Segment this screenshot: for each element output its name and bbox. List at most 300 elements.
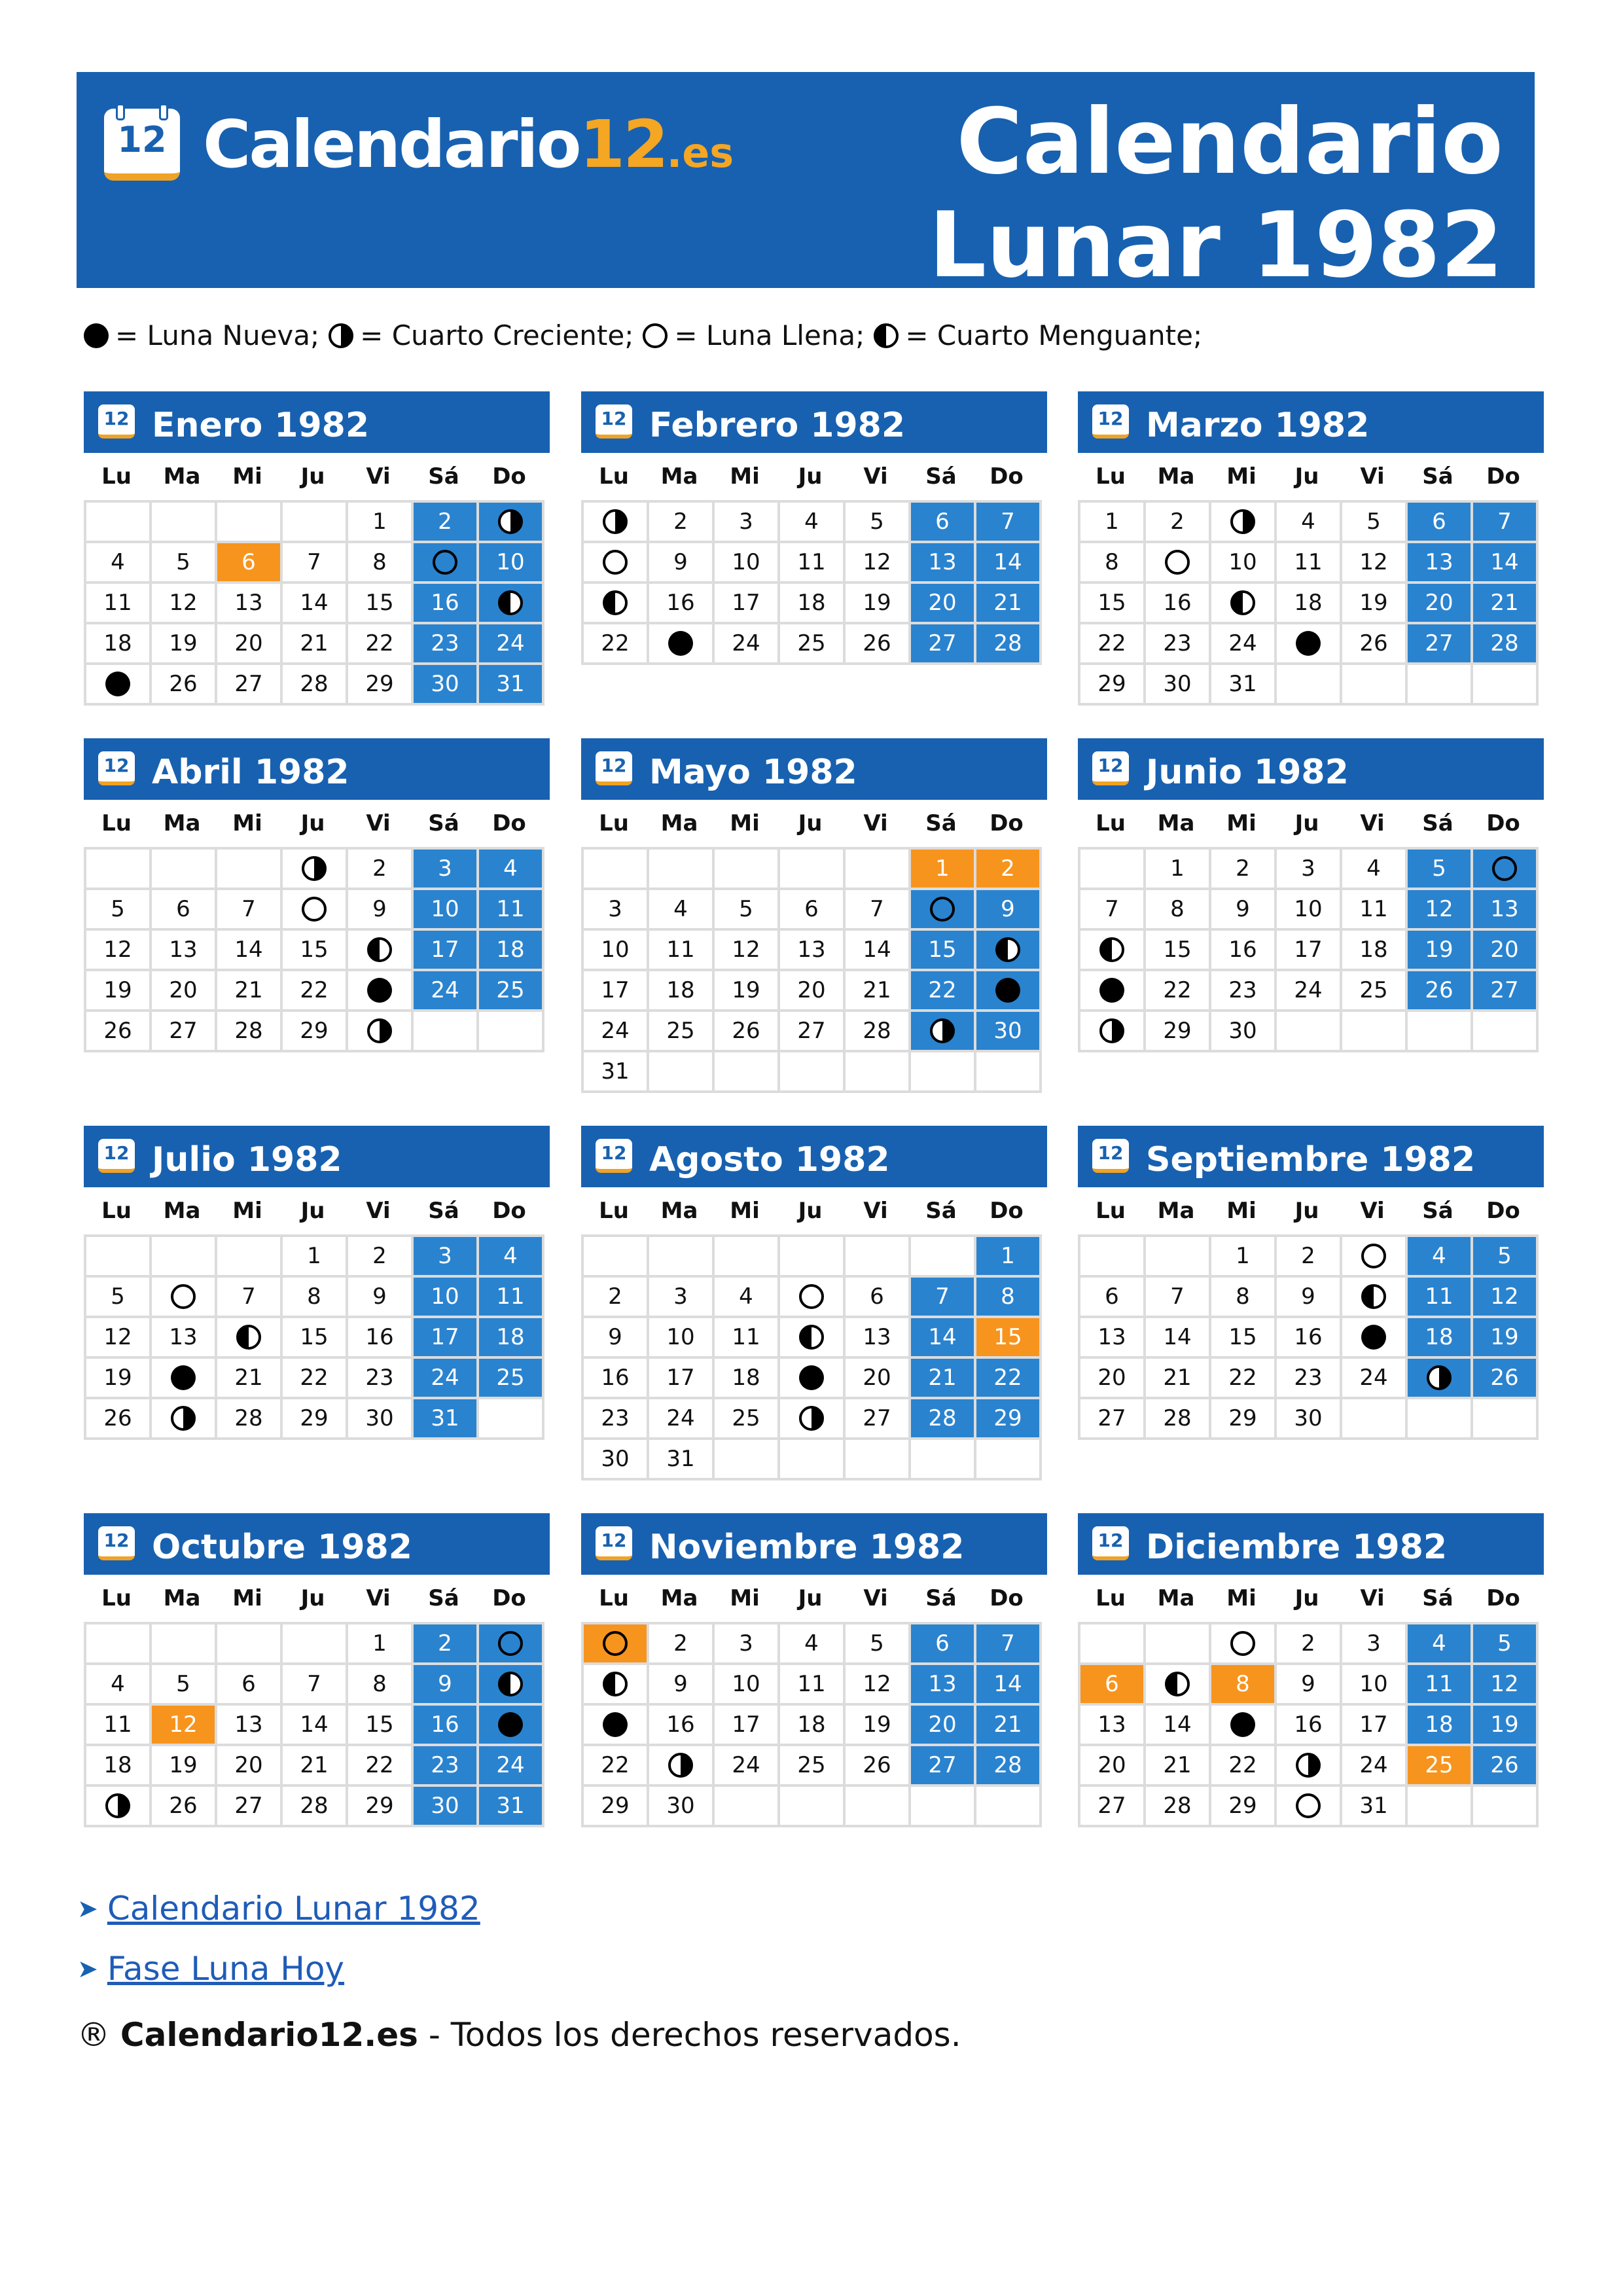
day-cell: 20 (911, 584, 976, 624)
day-cell: 15 (283, 1318, 348, 1359)
month-header (84, 391, 550, 453)
month-header (581, 738, 1047, 800)
day-cell: 26 (86, 1012, 152, 1052)
weekday-label: Ju (798, 1198, 823, 1224)
day-cell: 26 (1342, 624, 1408, 665)
day-cell: 19 (846, 584, 911, 624)
day-cell: 27 (780, 1012, 846, 1052)
weekday-label: Lu (599, 1585, 629, 1611)
day-cell: 13 (1080, 1318, 1146, 1359)
day-cell: 16 (1146, 584, 1211, 624)
day-cell (86, 665, 152, 706)
weekday-label: Do (990, 1585, 1024, 1611)
day-cell (479, 1706, 544, 1746)
empty-day-cell (911, 1052, 976, 1093)
empty-day-cell (911, 1237, 976, 1278)
weekday-label: Do (492, 463, 526, 490)
title-line-1: Calendario (956, 89, 1503, 194)
legend-label: = Luna Llena; (674, 319, 865, 351)
empty-day-cell (86, 850, 152, 890)
legend-label: = Luna Nueva; (115, 319, 320, 351)
weekday-label: Do (492, 810, 526, 836)
day-cell: 8 (348, 543, 414, 584)
month-calendar (84, 391, 550, 706)
day-cell: 27 (846, 1399, 911, 1440)
month-title: Enero 1982 (152, 406, 370, 445)
month-title: Marzo 1982 (1146, 406, 1370, 445)
month-calendar (1078, 738, 1544, 1052)
site-logo[interactable] (203, 106, 734, 185)
weekday-label: Lu (101, 463, 132, 490)
calendar-icon: 12 (1092, 404, 1129, 439)
moon-creciente-icon (603, 509, 628, 534)
month-header (581, 391, 1047, 453)
moon-nueva-icon (1230, 1712, 1255, 1737)
calendar-icon: 12 (98, 751, 135, 785)
week-row (584, 1318, 1042, 1359)
month-calendar (84, 1126, 550, 1440)
day-cell: 5 (846, 503, 911, 543)
empty-day-cell (780, 1787, 846, 1827)
day-cell: 4 (479, 1237, 544, 1278)
moon-menguante-icon (603, 590, 628, 615)
day-cell: 11 (479, 1278, 544, 1318)
weekday-label: Ju (798, 810, 823, 836)
week-row (584, 1237, 1042, 1278)
empty-day-cell (846, 1237, 911, 1278)
footer (77, 2016, 961, 2054)
day-cell (1342, 1278, 1408, 1318)
day-cell: 22 (1080, 624, 1146, 665)
day-cell: 1 (976, 1237, 1042, 1278)
moon-llena-icon (643, 323, 668, 348)
week-row (584, 624, 1042, 665)
calendar-icon: 12 (1092, 751, 1129, 785)
day-cell: 1 (348, 503, 414, 543)
month-header (1078, 1513, 1544, 1575)
week-row (1080, 850, 1539, 890)
day-cell: 21 (283, 1746, 348, 1787)
day-cell: 17 (715, 1706, 780, 1746)
day-cell: 22 (1211, 1359, 1277, 1399)
day-cell (283, 850, 348, 890)
day-cell: 12 (1473, 1278, 1539, 1318)
moon-nueva-icon (171, 1365, 196, 1390)
month-header (84, 738, 550, 800)
day-cell: 7 (1080, 890, 1146, 931)
calendar-icon: 12 (596, 1139, 632, 1173)
day-cell (584, 584, 649, 624)
week-row (1080, 624, 1539, 665)
moon-creciente-icon (1099, 1018, 1124, 1043)
moon-menguante-icon (236, 1325, 261, 1350)
week-row (1080, 1318, 1539, 1359)
day-cell: 27 (152, 1012, 217, 1052)
day-cell (649, 624, 715, 665)
day-cell: 16 (414, 584, 479, 624)
day-cell: 9 (348, 1278, 414, 1318)
empty-day-cell (780, 1052, 846, 1093)
week-row (1080, 665, 1539, 706)
empty-day-cell (152, 503, 217, 543)
day-cell: 15 (283, 931, 348, 971)
week-row (584, 1787, 1042, 1827)
month-title: Diciembre 1982 (1146, 1528, 1448, 1567)
day-cell: 11 (479, 890, 544, 931)
day-cell: 29 (1080, 665, 1146, 706)
legend-label: = Cuarto Menguante; (905, 319, 1203, 351)
days-grid (84, 847, 544, 1052)
day-cell: 13 (780, 931, 846, 971)
day-cell: 17 (584, 971, 649, 1012)
day-cell: 20 (1080, 1746, 1146, 1787)
day-cell: 4 (715, 1278, 780, 1318)
day-cell: 12 (86, 1318, 152, 1359)
day-cell: 18 (86, 624, 152, 665)
day-cell: 25 (1342, 971, 1408, 1012)
day-cell: 31 (584, 1052, 649, 1093)
day-cell: 15 (1080, 584, 1146, 624)
empty-day-cell (217, 503, 283, 543)
day-cell: 20 (846, 1359, 911, 1399)
day-cell: 27 (911, 1746, 976, 1787)
week-row (86, 624, 544, 665)
day-cell: 20 (911, 1706, 976, 1746)
day-cell: 5 (846, 1624, 911, 1665)
day-cell: 21 (846, 971, 911, 1012)
day-cell: 10 (715, 1665, 780, 1706)
calendar-icon: 12 (98, 1526, 135, 1560)
day-cell: 2 (414, 1624, 479, 1665)
day-cell: 25 (715, 1399, 780, 1440)
day-cell (911, 1012, 976, 1052)
day-cell (479, 584, 544, 624)
moon-llena-icon (1492, 856, 1517, 881)
day-cell: 6 (1080, 1278, 1146, 1318)
day-cell: 11 (1342, 890, 1408, 931)
day-cell: 16 (1211, 931, 1277, 971)
day-cell (152, 1399, 217, 1440)
week-row (86, 1012, 544, 1052)
day-cell: 10 (584, 931, 649, 971)
empty-day-cell (715, 850, 780, 890)
day-cell: 10 (1277, 890, 1342, 931)
moon-nueva-icon (367, 978, 392, 1003)
day-cell: 29 (283, 1012, 348, 1052)
day-cell: 15 (911, 931, 976, 971)
day-cell: 11 (1408, 1278, 1473, 1318)
day-cell: 24 (1277, 971, 1342, 1012)
month-calendar (1078, 391, 1544, 706)
moon-nueva-icon (995, 978, 1020, 1003)
day-cell: 12 (1473, 1665, 1539, 1706)
week-row (584, 503, 1042, 543)
day-cell: 18 (86, 1746, 152, 1787)
weekday-label: Vi (366, 463, 391, 490)
day-cell: 11 (649, 931, 715, 971)
week-row (86, 503, 544, 543)
week-row (1080, 1665, 1539, 1706)
moon-menguante-icon (1099, 937, 1124, 962)
weekday-header (581, 1187, 1047, 1234)
weekday-label: Lu (1096, 810, 1126, 836)
weekday-label: Lu (599, 810, 629, 836)
weekday-label: Lu (101, 1198, 132, 1224)
month-title: Mayo 1982 (649, 753, 857, 792)
day-cell: 3 (715, 1624, 780, 1665)
moon-menguante-icon (1361, 1284, 1386, 1309)
month-calendar (84, 1513, 550, 1827)
weekday-label: Ju (1294, 1198, 1319, 1224)
day-cell: 19 (86, 1359, 152, 1399)
weekday-label: Vi (863, 810, 888, 836)
calendario-lunar-link[interactable]: Calendario Lunar 1982 (107, 1890, 480, 1928)
weekday-label: Mi (730, 810, 760, 836)
week-row (1080, 1012, 1539, 1052)
day-cell: 28 (217, 1399, 283, 1440)
moon-creciente-icon (1427, 1365, 1452, 1390)
day-cell: 15 (1211, 1318, 1277, 1359)
day-cell: 28 (846, 1012, 911, 1052)
day-cell: 11 (780, 1665, 846, 1706)
day-cell: 2 (348, 850, 414, 890)
fase-luna-hoy-link[interactable]: Fase Luna Hoy (107, 1950, 345, 1988)
day-cell: 18 (1342, 931, 1408, 971)
empty-day-cell (217, 1237, 283, 1278)
empty-day-cell (780, 1440, 846, 1480)
day-cell (1211, 1706, 1277, 1746)
arrow-right-icon: ➤ (77, 1954, 98, 1983)
day-cell: 9 (976, 890, 1042, 931)
logo-text-tld: .es (666, 129, 734, 177)
legend-item-llena (643, 319, 874, 351)
logo-icon-number: 12 (117, 119, 167, 160)
day-cell: 8 (348, 1665, 414, 1706)
weekday-label: Ma (1157, 463, 1195, 490)
day-cell: 23 (1277, 1359, 1342, 1399)
weekday-header (581, 453, 1047, 500)
week-row (584, 1746, 1042, 1787)
day-cell: 9 (1277, 1665, 1342, 1706)
day-cell: 14 (1146, 1706, 1211, 1746)
day-cell: 2 (649, 1624, 715, 1665)
empty-day-cell (976, 1052, 1042, 1093)
week-row (584, 1624, 1042, 1665)
day-cell: 14 (1473, 543, 1539, 584)
day-cell: 7 (1473, 503, 1539, 543)
day-cell: 11 (715, 1318, 780, 1359)
week-row (1080, 971, 1539, 1012)
weekday-label: Do (492, 1585, 526, 1611)
moon-creciente-icon (799, 1406, 824, 1431)
day-cell: 24 (479, 624, 544, 665)
day-cell: 12 (86, 931, 152, 971)
page-title (929, 90, 1503, 297)
moon-nueva-icon (668, 631, 693, 656)
weekday-label: Mi (1226, 1585, 1257, 1611)
day-cell: 1 (283, 1237, 348, 1278)
day-cell: 5 (1342, 503, 1408, 543)
day-cell (348, 971, 414, 1012)
week-row (1080, 543, 1539, 584)
empty-day-cell (283, 503, 348, 543)
week-row (1080, 1746, 1539, 1787)
empty-day-cell (1277, 1012, 1342, 1052)
empty-day-cell (1080, 1624, 1146, 1665)
month-header (581, 1126, 1047, 1187)
moon-creciente-icon (498, 509, 523, 534)
day-cell: 5 (1473, 1624, 1539, 1665)
arrow-right-icon: ➤ (77, 1894, 98, 1923)
weekday-label: Vi (1360, 463, 1385, 490)
weekday-label: Do (1486, 463, 1520, 490)
week-row (584, 971, 1042, 1012)
weekday-label: Lu (1096, 463, 1126, 490)
link-item (77, 1878, 480, 1939)
day-cell (479, 1624, 544, 1665)
day-cell: 5 (715, 890, 780, 931)
day-cell: 6 (1408, 503, 1473, 543)
day-cell: 14 (283, 1706, 348, 1746)
week-row (1080, 1787, 1539, 1827)
day-cell: 27 (1473, 971, 1539, 1012)
month-calendar (581, 391, 1047, 665)
day-cell: 30 (1277, 1399, 1342, 1440)
day-cell: 1 (1080, 503, 1146, 543)
moon-menguante-icon (1165, 1672, 1190, 1696)
day-cell (1080, 971, 1146, 1012)
day-cell: 2 (584, 1278, 649, 1318)
day-cell: 18 (479, 931, 544, 971)
day-cell: 6 (217, 1665, 283, 1706)
month-title: Agosto 1982 (649, 1140, 890, 1179)
month-header (1078, 1126, 1544, 1187)
day-cell (649, 1746, 715, 1787)
weekday-label: Ma (660, 810, 698, 836)
empty-day-cell (152, 1237, 217, 1278)
day-cell: 31 (479, 1787, 544, 1827)
day-cell (584, 1624, 649, 1665)
empty-day-cell (86, 1237, 152, 1278)
day-cell (1211, 1624, 1277, 1665)
week-row (86, 890, 544, 931)
day-cell: 10 (715, 543, 780, 584)
day-cell: 12 (152, 1706, 217, 1746)
day-cell: 30 (414, 665, 479, 706)
empty-day-cell (1473, 1012, 1539, 1052)
day-cell (1146, 543, 1211, 584)
day-cell (152, 1359, 217, 1399)
moon-menguante-icon (995, 937, 1020, 962)
day-cell: 27 (1408, 624, 1473, 665)
day-cell: 25 (649, 1012, 715, 1052)
day-cell: 5 (152, 543, 217, 584)
month-header (84, 1513, 550, 1575)
day-cell: 23 (348, 1359, 414, 1399)
weekday-label: Mi (1226, 810, 1257, 836)
day-cell: 25 (479, 971, 544, 1012)
week-row (584, 1665, 1042, 1706)
day-cell: 26 (152, 665, 217, 706)
day-cell: 29 (1146, 1012, 1211, 1052)
logo-text-12: 12 (579, 106, 667, 183)
day-cell: 7 (217, 1278, 283, 1318)
moon-creciente-icon (367, 1018, 392, 1043)
day-cell (780, 1278, 846, 1318)
day-cell (348, 931, 414, 971)
weekday-label: Sá (428, 1585, 459, 1611)
day-cell: 22 (584, 624, 649, 665)
day-cell: 24 (715, 1746, 780, 1787)
empty-day-cell (911, 1787, 976, 1827)
day-cell: 7 (1146, 1278, 1211, 1318)
moon-menguante-icon (603, 1672, 628, 1696)
legend-item-creciente (329, 319, 643, 351)
weekday-label: Vi (1360, 1198, 1385, 1224)
day-cell: 9 (649, 1665, 715, 1706)
day-cell: 3 (649, 1278, 715, 1318)
day-cell (780, 1318, 846, 1359)
day-cell: 4 (1342, 850, 1408, 890)
weekday-label: Mi (232, 1198, 262, 1224)
weekday-header (581, 1575, 1047, 1622)
weekday-label: Mi (232, 463, 262, 490)
empty-day-cell (1408, 665, 1473, 706)
weekday-label: Mi (730, 1585, 760, 1611)
day-cell: 4 (1277, 503, 1342, 543)
week-row (1080, 931, 1539, 971)
day-cell: 7 (283, 543, 348, 584)
empty-day-cell (584, 1237, 649, 1278)
weekday-label: Ju (798, 463, 823, 490)
day-cell: 2 (976, 850, 1042, 890)
weekday-label: Ma (163, 1585, 201, 1611)
day-cell: 22 (1146, 971, 1211, 1012)
day-cell: 5 (86, 1278, 152, 1318)
empty-day-cell (715, 1787, 780, 1827)
day-cell (976, 971, 1042, 1012)
month-title: Junio 1982 (1146, 753, 1349, 792)
week-row (86, 971, 544, 1012)
empty-day-cell (479, 1399, 544, 1440)
weekday-label: Ju (300, 1198, 325, 1224)
moon-llena-icon (171, 1284, 196, 1309)
empty-day-cell (846, 850, 911, 890)
weekday-label: Lu (599, 1198, 629, 1224)
day-cell: 28 (976, 624, 1042, 665)
day-cell: 29 (283, 1399, 348, 1440)
day-cell: 17 (715, 584, 780, 624)
weekday-label: Ma (1157, 1198, 1195, 1224)
day-cell: 31 (1342, 1787, 1408, 1827)
day-cell: 13 (217, 584, 283, 624)
day-cell: 13 (911, 1665, 976, 1706)
days-grid (1078, 1622, 1539, 1827)
empty-day-cell (1408, 1399, 1473, 1440)
day-cell: 3 (414, 1237, 479, 1278)
weekday-label: Vi (863, 1198, 888, 1224)
calendar-icon: 12 (1092, 1526, 1129, 1560)
day-cell: 2 (414, 503, 479, 543)
empty-day-cell (1080, 850, 1146, 890)
empty-day-cell (846, 1440, 911, 1480)
month-header (581, 1513, 1047, 1575)
weekday-label: Ju (798, 1585, 823, 1611)
day-cell: 22 (283, 971, 348, 1012)
day-cell (1277, 624, 1342, 665)
moon-llena-icon (498, 1631, 523, 1656)
empty-day-cell (649, 1052, 715, 1093)
